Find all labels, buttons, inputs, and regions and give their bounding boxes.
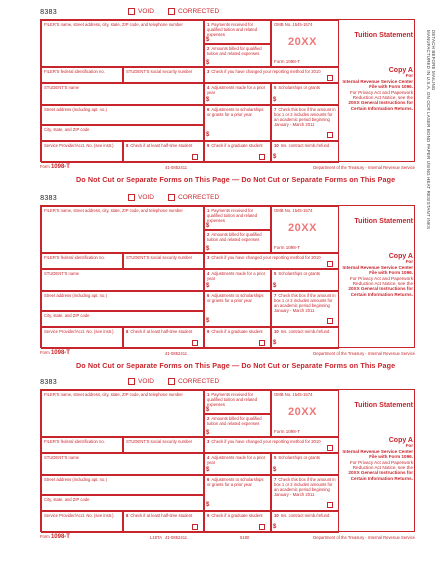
form-title: Tuition Statement	[354, 218, 413, 225]
box10-label: Ins. contract reimb./refund	[280, 329, 330, 334]
copy-a-block	[341, 68, 413, 111]
box10-field[interactable]: 10 Ins. contract reimb./refund	[271, 327, 339, 349]
box5-field[interactable]: 5 Scholarships or grants	[271, 83, 339, 105]
void-box[interactable]	[128, 194, 135, 201]
copy-privacy: For Privacy Act and Paperwork Reduction Act Notice, see the	[349, 459, 413, 471]
copy-privacy: For Privacy Act and Paperwork Reduction Act Notice, see the	[349, 89, 413, 101]
box7-label: Check this box if the amount in box 1 or 2 includes amounts for an academic period beginning January - March 2011	[274, 293, 336, 313]
copy-file: File with Form 1096.	[369, 270, 413, 276]
box9-field[interactable]: 9 Check if a graduate student	[204, 141, 271, 163]
service-provider-field[interactable]	[41, 327, 123, 349]
box10-dollar: $	[273, 154, 277, 160]
service-label: Service Provider/Acct. No. (see instr.)	[44, 513, 114, 518]
service-label: Service Provider/Acct. No. (see instr.)	[44, 329, 114, 334]
void-box[interactable]	[128, 378, 135, 385]
box10-field[interactable]: 10 Ins. contract reimb./refund	[271, 511, 339, 533]
filer-name-field[interactable]	[41, 206, 204, 253]
box8-checkbox[interactable]	[192, 154, 198, 160]
copy-general: 20XX General Instructions for Certain Information Returns.	[348, 286, 413, 297]
box4-field[interactable]: 4 Adjustments made for a prior year	[204, 83, 271, 105]
copy-general: 20XX General Instructions for Certain Information Returns.	[348, 470, 413, 481]
city-label: City, state, and ZIP code	[44, 497, 90, 502]
box9-field[interactable]: 9 Check if a graduate student	[204, 511, 271, 533]
box7-label: Check this box if the amount in box 1 or 2 includes amounts for an academic period beginning January - March 2011	[274, 107, 336, 127]
corrected-box[interactable]	[168, 8, 175, 15]
void-checkbox[interactable]	[128, 378, 154, 385]
filer-id-label: FILER'S federal identification no.	[44, 439, 105, 444]
copy-file: File with Form 1096.	[369, 84, 413, 90]
student-name-field[interactable]	[41, 83, 204, 105]
form-top-line	[40, 8, 415, 18]
form-footer	[40, 534, 415, 542]
copy-privacy: For Privacy Act and Paperwork Reduction Act Notice, see the	[349, 275, 413, 287]
box4-label: Adjustments made for a prior year	[207, 85, 266, 95]
box4-label: Adjustments made for a prior year	[207, 455, 266, 465]
box5-dollar: $	[273, 97, 277, 103]
box6-dollar: $	[206, 132, 210, 138]
box1-label: Payments received for qualified tuition and related expenses	[207, 392, 258, 407]
box3-label: Check if you have changed your reporting method for 2010	[211, 439, 321, 444]
box9-field[interactable]: 9 Check if a graduate student	[204, 327, 271, 349]
copy-file: File with Form 1096.	[369, 454, 413, 460]
street-address-field[interactable]	[41, 105, 204, 125]
street-address-field[interactable]	[41, 291, 204, 311]
footer-form-name: Form 1098-T	[40, 164, 70, 170]
box8-field[interactable]: 8 Check if at least half-time student	[123, 327, 204, 349]
box3-label: Check if you have changed your reporting method for 2010	[211, 69, 321, 74]
filer-name-field[interactable]	[41, 390, 204, 437]
filer-name-label: FILER'S name, street address, city, state, ZIP code, and telephone number	[44, 392, 183, 397]
box9-checkbox[interactable]	[259, 154, 265, 160]
form-top-line	[40, 194, 415, 204]
box5-label: Scholarships or grants	[278, 455, 321, 460]
box5-dollar: $	[273, 283, 277, 289]
filer-name-label: FILER'S name, street address, city, state, ZIP code, and telephone number	[44, 22, 183, 27]
street-label: Street address (including apt. no.)	[44, 293, 107, 298]
do-not-cut-warning: Do Not Cut or Separate Forms on This Page — Do Not Cut or Separate Forms on This Page	[76, 175, 396, 184]
filer-id-field[interactable]	[41, 67, 123, 83]
copy-a-title: Copy A	[388, 253, 413, 260]
box10-label: Ins. contract reimb./refund	[280, 143, 330, 148]
footer-cat-no: 41-0852411	[165, 165, 188, 170]
filer-id-label: FILER'S federal identification no.	[44, 69, 105, 74]
box6-dollar: $	[206, 318, 210, 324]
box2-dollar: $	[206, 60, 210, 66]
box3-field[interactable]: 3 Check if you have changed your reporting method for 2010	[204, 253, 339, 269]
box8-label: Check if at least half-time student	[130, 329, 193, 334]
footer-form-name: Form 1098-T	[40, 350, 70, 356]
box3-label: Check if you have changed your reporting method for 2010	[211, 255, 321, 260]
box1-field[interactable]: 1 Payments received for qualified tuition and related expenses	[204, 390, 271, 414]
box9-label: Check if a graduate student	[211, 143, 263, 148]
form-footer	[40, 350, 415, 358]
street-label: Street address (including apt. no.)	[44, 477, 107, 482]
box8-checkbox[interactable]	[192, 340, 198, 346]
city-label: City, state, and ZIP code	[44, 313, 90, 318]
street-address-field[interactable]	[41, 475, 204, 495]
footer-dept: Department of the Treasury - Internal Revenue Service	[313, 165, 415, 170]
box2-field[interactable]: 2 Amounts billed for qualified tuition and related expenses	[204, 230, 271, 253]
footer-dept: Department of the Treasury - Internal Revenue Service	[313, 535, 415, 540]
box9-checkbox[interactable]	[259, 340, 265, 346]
box5-label: Scholarships or grants	[278, 85, 321, 90]
box1-label: Payments received for qualified tuition and related expenses	[207, 208, 258, 223]
box6-field[interactable]: 6 Adjustments to scholarships or grants for a prior year	[204, 105, 271, 141]
form-grid	[40, 205, 415, 348]
box10-dollar: $	[273, 524, 277, 530]
box9-label: Check if a graduate student	[211, 513, 263, 518]
manufacture-note: MANUFACTURED IN U.S.A. ON OCR LASER BOND PAPER USING HEAT RESISTANT INKS	[426, 30, 431, 230]
footer-form-name: Form 1098-T	[40, 534, 70, 540]
box6-label: Adjustments to scholarships or grants for a prior year	[207, 293, 264, 303]
footer-cat-no: 41-0852411	[165, 351, 188, 356]
box5-field[interactable]: 5 Scholarships or grants	[271, 453, 339, 475]
box8-label: Check if at least half-time student	[130, 143, 193, 148]
footer-num: 5180	[240, 535, 250, 540]
corrected-label: CORRECTED	[178, 8, 220, 15]
box9-label: Check if a graduate student	[211, 329, 263, 334]
corrected-checkbox[interactable]	[168, 194, 219, 201]
footer-cat-no: 41-0852411	[165, 535, 188, 540]
box5-field[interactable]: 5 Scholarships or grants	[271, 269, 339, 291]
corrected-box[interactable]	[168, 194, 175, 201]
copy-general: 20XX General Instructions for Certain Information Returns.	[348, 100, 413, 111]
student-name-field[interactable]	[41, 453, 204, 475]
detach-note: DETACH BEFORE MAILING	[431, 30, 436, 91]
filer-id-label: FILER'S federal identification no.	[44, 255, 105, 260]
box8-label: Check if at least half-time student	[130, 513, 193, 518]
void-checkbox[interactable]	[128, 8, 154, 15]
corrected-label: CORRECTED	[178, 194, 220, 201]
copy-for: For	[405, 73, 413, 79]
box3-checkbox[interactable]	[327, 75, 333, 81]
box6-label: Adjustments to scholarships or grants for a prior year	[207, 477, 264, 487]
form-label: Form 1098-T	[274, 59, 301, 64]
box4-dollar: $	[206, 467, 210, 473]
form-1098t	[40, 194, 415, 374]
box2-label: Amounts billed for qualified tuition and related expenses	[207, 416, 262, 426]
corrected-label: CORRECTED	[178, 378, 220, 385]
copy-a-block	[341, 254, 413, 297]
box4-dollar: $	[206, 97, 210, 103]
omb-number: OMB No. 1545-1574	[274, 392, 313, 397]
copy-for: For	[405, 259, 413, 265]
box4-label: Adjustments made for a prior year	[207, 271, 266, 281]
void-box[interactable]	[128, 8, 135, 15]
box7-checkbox[interactable]	[327, 132, 333, 138]
copy-for: For	[405, 443, 413, 449]
box4-field[interactable]: 4 Adjustments made for a prior year	[204, 269, 271, 291]
box5-label: Scholarships or grants	[278, 271, 321, 276]
box7-checkbox[interactable]	[327, 502, 333, 508]
service-label: Service Provider/Acct. No. (see instr.)	[44, 143, 114, 148]
form-footer	[40, 164, 415, 172]
box6-label: Adjustments to scholarships or grants for a prior year	[207, 107, 264, 117]
filer-id-field[interactable]	[41, 253, 123, 269]
box4-field[interactable]: 4 Adjustments made for a prior year	[204, 453, 271, 475]
tax-year: 20XX	[288, 36, 317, 48]
box3-field[interactable]: 3 Check if you have changed your reporting method for 2010	[204, 437, 339, 453]
box1-dollar: $	[206, 223, 210, 229]
student-ssn-label: STUDENT'S social security number	[126, 255, 193, 260]
form-label: Form 1098-T	[274, 245, 301, 250]
box2-dollar: $	[206, 430, 210, 436]
box9-checkbox[interactable]	[259, 524, 265, 530]
footer-lcode: L18TA	[150, 535, 163, 540]
city-field[interactable]	[41, 311, 204, 327]
street-label: Street address (including apt. no.)	[44, 107, 107, 112]
copy-irs: Internal Revenue Service Center	[342, 448, 413, 454]
box7-field[interactable]: 7 Check this box if the amount in box 1 or 2 includes amounts for an academic period beginning January - March 2011	[271, 291, 339, 327]
box1-label: Payments received for qualified tuition and related expenses	[207, 22, 258, 37]
box10-dollar: $	[273, 340, 277, 346]
corrected-box[interactable]	[168, 378, 175, 385]
corrected-checkbox[interactable]	[168, 8, 219, 15]
box8-checkbox[interactable]	[192, 524, 198, 530]
void-label: VOID	[138, 8, 154, 15]
void-checkbox[interactable]	[128, 194, 154, 201]
form-1098t	[40, 378, 415, 558]
box1-field[interactable]: 1 Payments received for qualified tuition and related expenses	[204, 206, 271, 230]
box2-field[interactable]: 2 Amounts billed for qualified tuition and related expenses	[204, 44, 271, 67]
box3-checkbox[interactable]	[327, 261, 333, 267]
city-field[interactable]	[41, 495, 204, 511]
student-ssn-label: STUDENT'S social security number	[126, 439, 193, 444]
box2-field[interactable]: 2 Amounts billed for qualified tuition and related expenses	[204, 414, 271, 437]
box1-dollar: $	[206, 37, 210, 43]
student-ssn-field[interactable]	[123, 67, 204, 83]
student-name-label: STUDENT'S name	[44, 271, 80, 276]
box4-dollar: $	[206, 283, 210, 289]
city-field[interactable]	[41, 125, 204, 141]
service-provider-field[interactable]	[41, 141, 123, 163]
student-name-field[interactable]	[41, 269, 204, 291]
box2-label: Amounts billed for qualified tuition and related expenses	[207, 46, 262, 56]
form-title: Tuition Statement	[354, 32, 413, 39]
box3-checkbox[interactable]	[327, 445, 333, 451]
copy-a-title: Copy A	[388, 437, 413, 444]
filer-name-label: FILER'S name, street address, city, state, ZIP code, and telephone number	[44, 208, 183, 213]
box7-field[interactable]: 7 Check this box if the amount in box 1 or 2 includes amounts for an academic period beginning January - March 2011	[271, 475, 339, 511]
copy-a-title: Copy A	[388, 67, 413, 74]
box5-dollar: $	[273, 467, 277, 473]
box2-label: Amounts billed for qualified tuition and related expenses	[207, 232, 262, 242]
tax-year: 20XX	[288, 222, 317, 234]
form-code: 8383	[40, 195, 57, 203]
tax-year: 20XX	[288, 406, 317, 418]
form-code: 8383	[40, 379, 57, 387]
form-grid	[40, 19, 415, 162]
form-1098t	[40, 8, 415, 188]
form-top-line	[40, 378, 415, 388]
box7-field[interactable]: 7 Check this box if the amount in box 1 or 2 includes amounts for an academic period beginning January - March 2011	[271, 105, 339, 141]
student-ssn-field[interactable]	[123, 253, 204, 269]
footer-dept: Department of the Treasury - Internal Revenue Service	[313, 351, 415, 356]
void-label: VOID	[138, 378, 154, 385]
filer-id-field[interactable]	[41, 437, 123, 453]
student-name-label: STUDENT'S name	[44, 455, 80, 460]
omb-number: OMB No. 1545-1574	[274, 22, 313, 27]
side-margin-text	[424, 30, 436, 550]
omb-number: OMB No. 1545-1574	[274, 208, 313, 213]
student-ssn-field[interactable]	[123, 437, 204, 453]
box1-dollar: $	[206, 407, 210, 413]
box6-dollar: $	[206, 502, 210, 508]
box8-field[interactable]: 8 Check if at least half-time student	[123, 141, 204, 163]
form-label: Form 1098-T	[274, 429, 301, 434]
student-ssn-label: STUDENT'S social security number	[126, 69, 193, 74]
copy-irs: Internal Revenue Service Center	[342, 78, 413, 84]
filer-name-field[interactable]	[41, 20, 204, 67]
box6-field[interactable]: 6 Adjustments to scholarships or grants for a prior year	[204, 475, 271, 511]
box10-field[interactable]: 10 Ins. contract reimb./refund	[271, 141, 339, 163]
copy-a-block	[341, 438, 413, 481]
box1-field[interactable]: 1 Payments received for qualified tuition and related expenses	[204, 20, 271, 44]
box7-label: Check this box if the amount in box 1 or 2 includes amounts for an academic period beginning January - March 2011	[274, 477, 336, 497]
void-label: VOID	[138, 194, 154, 201]
copy-irs: Internal Revenue Service Center	[342, 264, 413, 270]
form-code: 8383	[40, 9, 57, 17]
box7-checkbox[interactable]	[327, 318, 333, 324]
box3-field[interactable]: 3 Check if you have changed your reporting method for 2010	[204, 67, 339, 83]
student-name-label: STUDENT'S name	[44, 85, 80, 90]
corrected-checkbox[interactable]	[168, 378, 219, 385]
box2-dollar: $	[206, 246, 210, 252]
box8-field[interactable]: 8 Check if at least half-time student	[123, 511, 204, 533]
form-grid	[40, 389, 415, 532]
box6-field[interactable]: 6 Adjustments to scholarships or grants for a prior year	[204, 291, 271, 327]
city-label: City, state, and ZIP code	[44, 127, 90, 132]
box10-label: Ins. contract reimb./refund	[280, 513, 330, 518]
form-title: Tuition Statement	[354, 402, 413, 409]
service-provider-field[interactable]	[41, 511, 123, 533]
do-not-cut-warning: Do Not Cut or Separate Forms on This Page — Do Not Cut or Separate Forms on This Page	[76, 361, 396, 370]
